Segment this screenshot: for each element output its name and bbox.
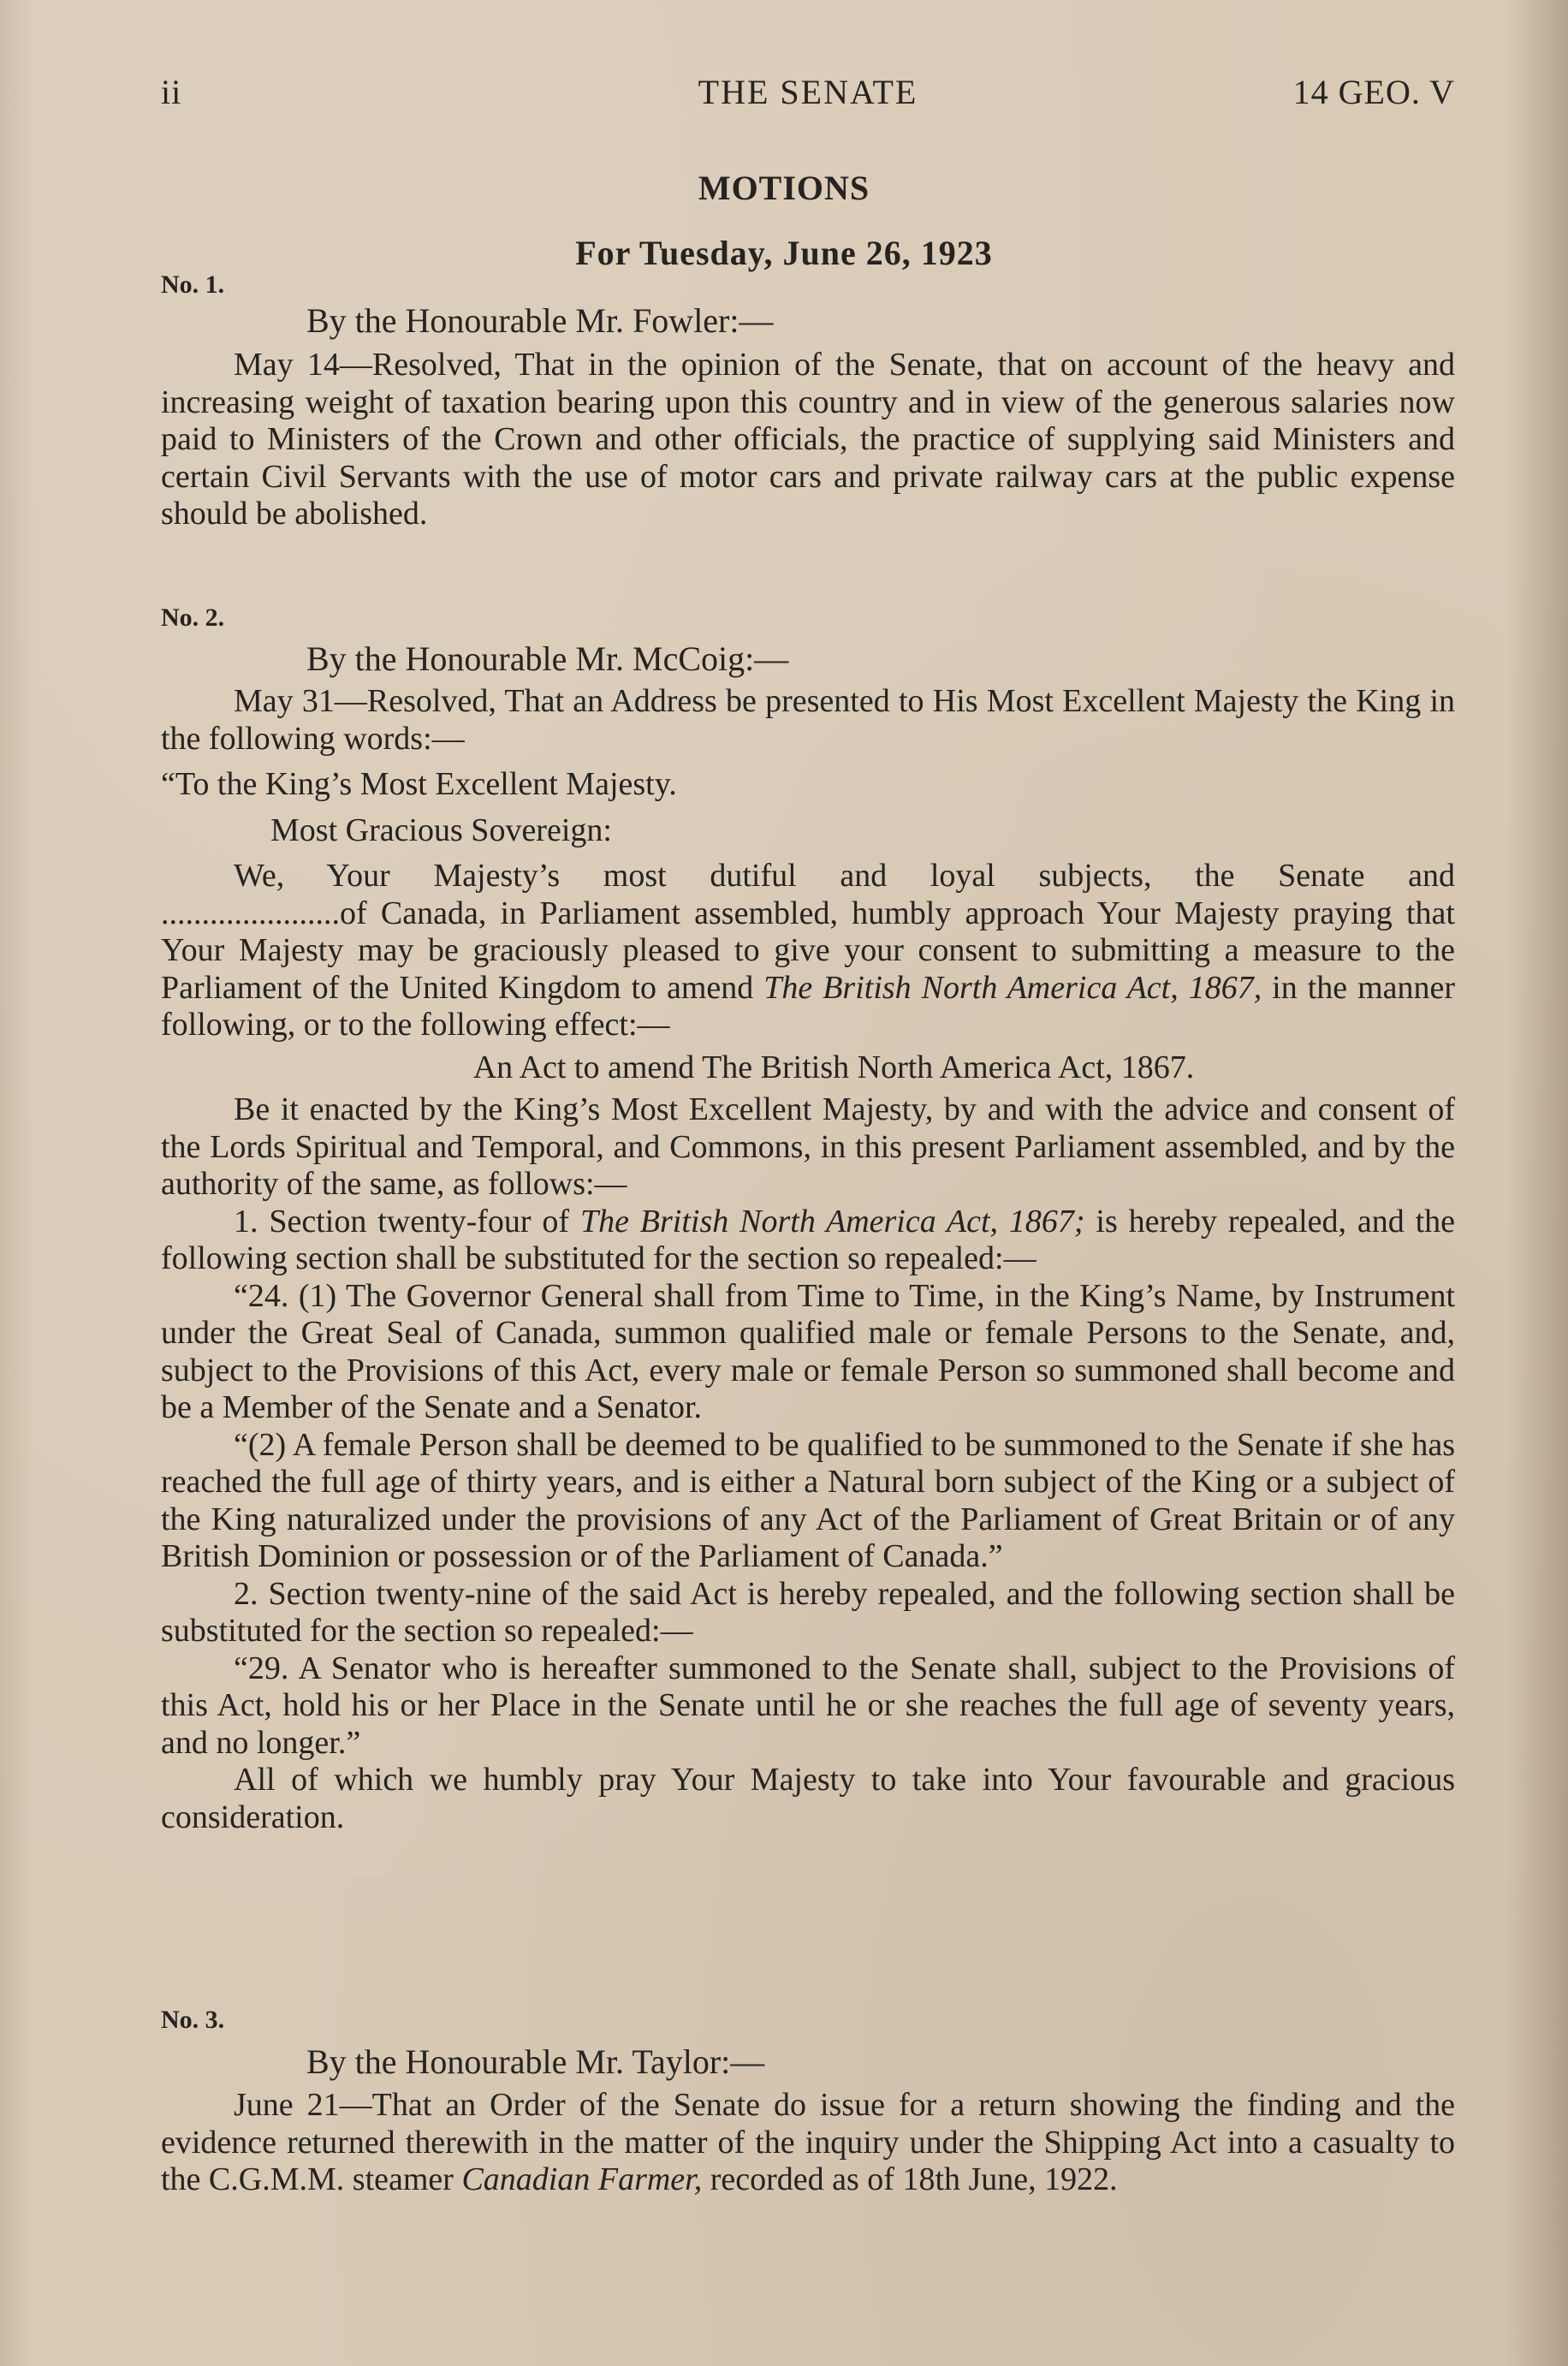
address-salutation: “To the King’s Most Excellent Majesty. bbox=[161, 766, 677, 802]
act-title: The British North America Act, 1867, bbox=[763, 969, 1262, 1006]
motion-body bbox=[161, 2087, 1455, 2199]
motion-paragraph: All of which we humbly pray Your Majesty to take into Your favourable and gracious consideration. bbox=[161, 1762, 1455, 1835]
motion-paragraph bbox=[161, 895, 1455, 1044]
act-title: The British North America Act, 1867; bbox=[579, 1203, 1085, 1239]
page-number: ii bbox=[161, 73, 182, 111]
regnal-year: 14 GEO. V bbox=[1292, 73, 1455, 111]
paragraph-text: is hereby repealed, and the following section shall be substituted for the section so repealed:— bbox=[161, 1203, 1456, 1276]
motion-body bbox=[161, 347, 1455, 533]
motion-paragraph bbox=[161, 1204, 1455, 1278]
act-heading: An Act to amend The British North America Act, 1867. bbox=[472, 1049, 1195, 1085]
paragraph-text: June 21—That an Order of the Senate do issue for a return showing the finding and the evidence returned therewith in the matter of the inquiry under the Shipping Act into a casualty to the C.G.M.M. steamer bbox=[161, 2087, 1455, 2197]
section-title: MOTIONS bbox=[698, 169, 870, 207]
motion-paragraph: “(2) A female Person shall be deemed to be qualified to be summoned to the Senate if she has reached the full age of thirty years, and is either a Natural born subject of the King or a subject of the King naturalized under the provisions of any Act of the Parliament of Great Britain or of any British Dominion or possession or of the Parliament of Canada.” bbox=[161, 1426, 1455, 1574]
motion-number: No. 3. bbox=[161, 2006, 225, 2034]
motion-paragraph bbox=[161, 2087, 1455, 2199]
address-greeting: Most Gracious Sovereign: bbox=[270, 811, 612, 848]
ship-name: Canadian Farmer, bbox=[461, 2161, 703, 2197]
motion-mover: By the Honourable Mr. Taylor:— bbox=[306, 2042, 765, 2081]
motion-paragraph: We, Your Majesty’s most dutiful and loyal subjects, the Senate and bbox=[234, 858, 1455, 894]
motion-number: No. 1. bbox=[161, 270, 225, 299]
motion-paragraph: May 14—Resolved, That in the opinion of the Senate, that on account of the heavy and increasing weight of taxation bearing upon this country and in view of the generous salaries now paid to Ministers of the Crown and other officials, the practice of supplying said Ministers and certain Civil Servants with the use of motor cars and private railway cars at the public expense should be abolished. bbox=[161, 347, 1455, 532]
motion-mover: By the Honourable Mr. Fowler:— bbox=[306, 301, 774, 340]
paragraph-text: in the manner following, or to the following effect:— bbox=[161, 969, 1456, 1043]
date-heading: For Tuesday, June 26, 1923 bbox=[575, 234, 993, 272]
running-head bbox=[161, 72, 1455, 123]
journal-title: THE SENATE bbox=[698, 73, 918, 111]
motion-paragraph: May 31—Resolved, That an Address be presented to His Most Excellent Majesty the King in the following words:— bbox=[161, 683, 1455, 757]
paragraph-text: ......................of Canada, in Parliament assembled, humbly approach Your Majesty praying that Your Majesty may be graciously pleased to give your consent to submitting a measure to the Parliament of the United Kingdom to amend bbox=[161, 895, 1455, 1006]
motion-paragraph: 2. Section twenty-nine of the said Act is hereby repealed, and the following section shall be substituted for the section so repealed:— bbox=[161, 1575, 1455, 1649]
paragraph-text: recorded as of 18th June, 1922. bbox=[710, 2161, 1118, 2197]
motion-mover: By the Honourable Mr. McCoig:— bbox=[306, 639, 789, 678]
paragraph-text: 1. Section twenty-four of bbox=[234, 1203, 570, 1239]
motion-paragraph: “29. A Senator who is hereafter summoned to the Senate shall, subject to the Provisions of this Act, hold his or her Place in the Senate until he or she reaches the full age of seventy years, and no longer.” bbox=[161, 1650, 1455, 1761]
motion-paragraph: “24. (1) The Governor General shall from Time to Time, in the King’s Name, by Instrument under the Great Seal of Canada, summon qualified male or female Persons to the Senate, and, subject to the Provisions of this Act, every male or female Person so summoned shall become and be a Member of the Senate and a Senator. bbox=[161, 1277, 1455, 1425]
motion-body bbox=[161, 683, 1455, 1836]
motion-paragraph: Be it enacted by the King’s Most Excellent Majesty, by and with the advice and consent of the Lords Spiritual and Temporal, and Commons, in this present Parliament assembled, and by the authority of the same, as follows:— bbox=[161, 1091, 1455, 1202]
motion-number: No. 2. bbox=[161, 603, 225, 632]
